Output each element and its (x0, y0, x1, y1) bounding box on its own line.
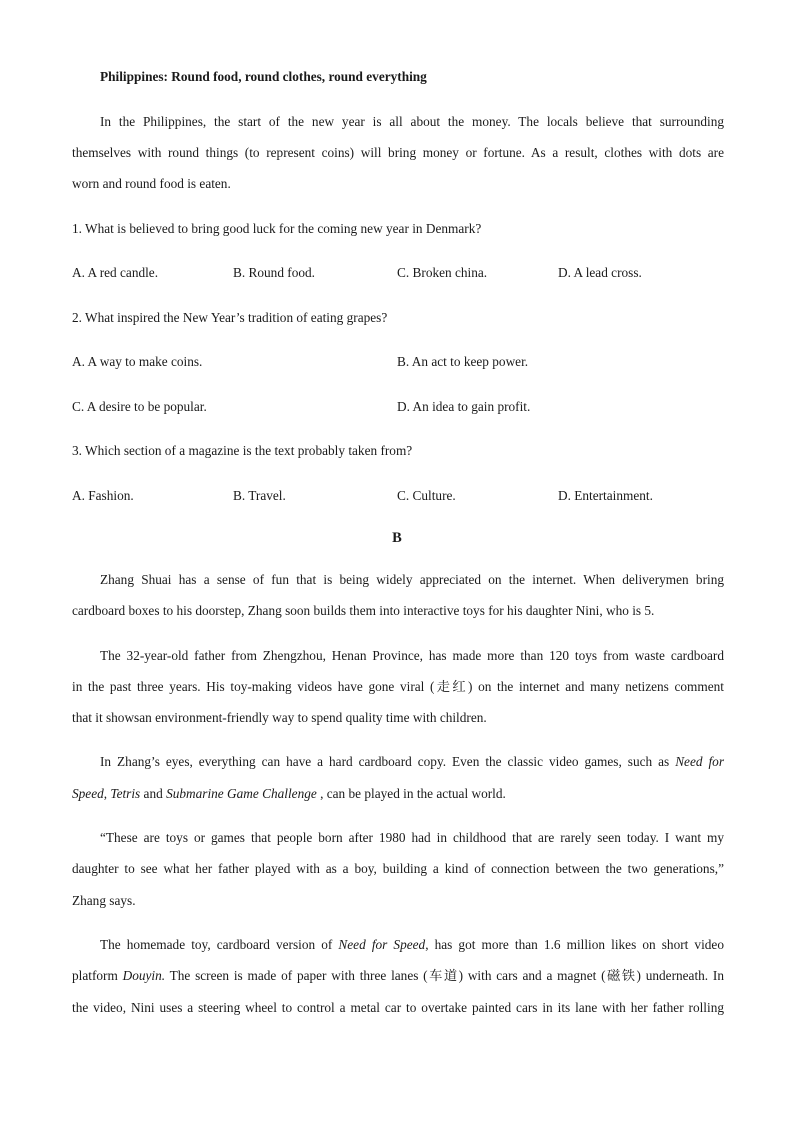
paragraph-line: Speed, Tetris and Submarine Game Challenge , can be played in the actual world. (72, 786, 506, 801)
paragraph-line: cardboard boxes to his doorstep, Zhang soon builds them into interactive toys for his daughter Nini, who is 5. (72, 603, 655, 618)
question-1: 1. What is believed to bring good luck for the coming new year in Denmark? (72, 221, 482, 236)
paragraph-line: In the Philippines, the start of the new year is all about the money. The locals believe that surrounding (100, 114, 724, 129)
q3-option-b: B. Travel. (233, 488, 286, 503)
q2-option-b: B. An act to keep power. (397, 354, 529, 369)
q2-option-c: C. A desire to be popular. (72, 399, 207, 414)
paragraph-line: The homemade toy, cardboard version of Need for Speed, has got more than 1.6 million likes on short video (100, 937, 724, 952)
paragraph-line: in the past three years. His toy-making videos have gone viral (走红) on the internet and many netizens comment (72, 679, 724, 694)
paragraph-line: Zhang says. (72, 893, 136, 908)
paragraph-line: themselves with round things (to represent coins) will bring money or fortune. As a result, clothes with dots are (72, 145, 724, 160)
paragraph-line: worn and round food is eaten. (72, 176, 231, 191)
paragraph-line: that it showsan environment-friendly way to spend quality time with children. (72, 710, 487, 725)
q1-option-c: C. Broken china. (397, 265, 488, 280)
paragraph-line: In Zhang’s eyes, everything can have a hard cardboard copy. Even the classic video games, such as Need for (100, 754, 725, 769)
paragraph-line: Zhang Shuai has a sense of fun that is being widely appreciated on the internet. When deliverymen bring (100, 572, 724, 587)
q1-option-b: B. Round food. (233, 265, 316, 280)
question-2: 2. What inspired the New Year’s tradition of eating grapes? (72, 310, 388, 325)
section-b-title: B (392, 530, 402, 546)
paragraph-line: daughter to see what her father played with as a boy, building a kind of connection between the two generations,” (72, 861, 724, 876)
q3-option-a: A. Fashion. (72, 488, 134, 503)
paragraph-line: the video, Nini uses a steering wheel to control a metal car to overtake painted cars in its lane with her father rolling (72, 1000, 724, 1015)
question-3: 3. Which section of a magazine is the text probably taken from? (72, 443, 413, 458)
paragraph-line: “These are toys or games that people born after 1980 had in childhood that are rarely seen today. I want my (100, 830, 724, 845)
q1-option-d: D. A lead cross. (558, 265, 642, 280)
q2-option-d: D. An idea to gain profit. (397, 399, 531, 414)
q1-option-a: A. A red candle. (72, 265, 159, 280)
paragraph-line: The 32-year-old father from Zhengzhou, Henan Province, has made more than 120 toys from waste cardboard (100, 648, 724, 663)
q3-option-c: C. Culture. (397, 488, 456, 503)
q3-option-d: D. Entertainment. (558, 488, 653, 503)
paragraph-line: platform Douyin. The screen is made of paper with three lanes (车道) with cars and a magnet (磁铁) underneath. In (72, 968, 724, 983)
q2-option-a: A. A way to make coins. (72, 354, 203, 369)
section-heading: Philippines: Round food, round clothes, round everything (100, 69, 427, 84)
